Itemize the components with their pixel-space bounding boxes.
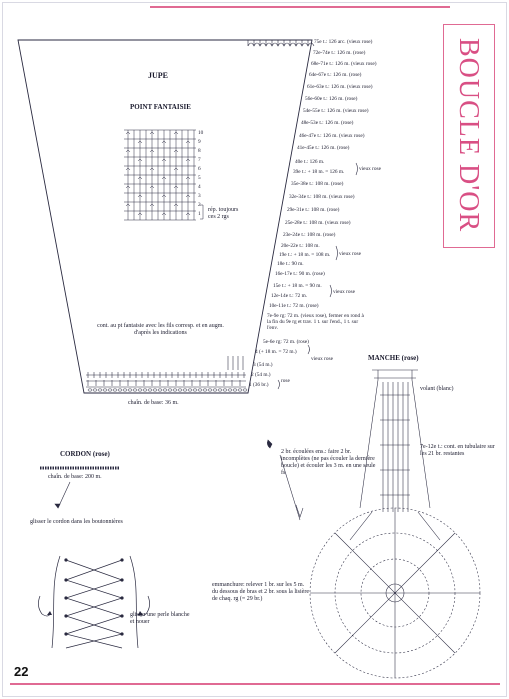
- skirt-title: JUPE: [148, 71, 168, 80]
- stitch-row-number: 10: [198, 130, 204, 136]
- stitch-row-number: 4: [198, 184, 201, 190]
- page-number: 22: [14, 664, 29, 679]
- skirt-side-note: cont. au pt fantaisie avec les fils corresp. et en augm. d'après les indications: [97, 323, 224, 336]
- row-instruction: 18e t.: 90 m.: [277, 261, 304, 267]
- row-instruction: 32e-34e t.: 108 m. (vieux rose): [289, 194, 355, 200]
- row-instruction: 75e t.: 126 arc. (vieux rose): [314, 39, 373, 45]
- sleeve-title: MANCHE (rose): [368, 354, 419, 362]
- row-instruction: 25e-28e t.: 108 m. (vieux rose): [285, 220, 351, 226]
- row-instruction: 41e-45e t.: 126 m. (rose): [297, 145, 350, 151]
- row-instruction: 10e-11e t.: 72 m. (rose): [269, 303, 319, 309]
- stitch-pattern-title: POINT FANTAISIE: [130, 103, 191, 111]
- row-instruction: 61e-63e t.: 126 m. (vieux rose): [307, 84, 373, 90]
- page-title: BOUCLE D'OR: [453, 37, 484, 233]
- stitch-row-numbers: [198, 129, 203, 219]
- row-instruction: 40e t.: 126 m.: [295, 159, 325, 165]
- bracket-label: vieux rose: [333, 289, 355, 295]
- stitch-pattern-chart: [124, 130, 203, 220]
- bracket-label: vieux rose: [311, 356, 333, 362]
- stitch-row-number: 9: [198, 139, 201, 145]
- row-instruction: 15e t.: + 18 m. = 90 m.: [273, 283, 322, 289]
- row-instruction: 54e-55e t.: 126 m. (vieux rose): [303, 108, 369, 114]
- row-instruction: 19e t.: + 18 m. = 108 m.: [279, 252, 331, 258]
- rounds-note: 7e-12e t.: cont. en tubulaire sur les 21 br. restantes: [420, 444, 495, 457]
- row-instruction: 48e-53e t.: 126 m. (rose): [301, 120, 354, 126]
- row-instruction: 12e-14e t.: 72 m.: [271, 293, 308, 299]
- cord-base-chain: chaîn. de base: 200 m.: [48, 474, 102, 480]
- row-instruction: 5e-6e rg: 72 m. (rose): [263, 339, 309, 345]
- ruffle-label: volant (blanc): [420, 386, 454, 392]
- lacing-diagram: [38, 556, 149, 648]
- bracket-label: vieux rose: [359, 166, 381, 172]
- row-instruction: 3 (54 m.): [253, 362, 273, 368]
- row-instruction: 1 (36 br.): [249, 382, 269, 388]
- row-instruction: 68e-71e t.: 126 m. (vieux rose): [311, 61, 377, 67]
- cord-instruction: glisser le cordon dans les boutonnières: [30, 519, 123, 525]
- row-instruction: 35e-38e t.: 108 m. (rose): [291, 181, 344, 187]
- row-instruction: 56e-60e t.: 126 m. (rose): [305, 96, 358, 102]
- stitch-row-number: 1: [198, 211, 201, 217]
- sleeve-diagram: [267, 370, 480, 678]
- row-instruction: 7e-9e rg: 72 m. (vieux rose), fermer en rond à la fin du 9e rg et trav. 1 t. sur l'end., 1 t. sur l'env.: [267, 313, 364, 331]
- pearl-note: glisser une perle blanche et nouer: [130, 612, 190, 625]
- stitch-row-number: 8: [198, 148, 201, 154]
- row-instruction: 4 (+ 18 m. = 72 m.): [255, 349, 297, 355]
- row-instruction: 72e-74e t.: 126 m. (rose): [313, 50, 366, 56]
- bracket-label: rose: [281, 378, 290, 384]
- skirt-bottom-stitches: [86, 356, 246, 387]
- stitch-row-number: 2: [198, 202, 201, 208]
- stitch-row-number: 5: [198, 175, 201, 181]
- row-instruction: 23e-24e t.: 108 m. (rose): [283, 232, 336, 238]
- stitch-row-number: 6: [198, 166, 201, 172]
- row-instruction: 20e-22e t.: 108 m.: [281, 243, 320, 249]
- repeat-note: rép. toujours ces 2 rgs: [208, 207, 239, 220]
- armhole-note: emmanchure: relever 1 br. sur les 5 m. du dessous de bras et 2 br. sous la lisière de chaq. rg (= 29 br.): [212, 582, 309, 602]
- skirt-top-stitches: [248, 40, 314, 46]
- bracket-label: vieux rose: [339, 251, 361, 257]
- row-instruction: 16e-17e t.: 90 m. (rose): [275, 271, 325, 277]
- stitch-row-number: 3: [198, 193, 201, 199]
- row-instruction: 64e-67e t.: 126 m. (rose): [309, 72, 362, 78]
- cluster-note: 2 br. écoulées ens.: faire 2 br. incomplètes (ne pas écouler la dernière boucle) et écouler les 3 m. en une seule fs: [281, 449, 376, 476]
- skirt-base-chain-label: chaîn. de base: 36 m.: [128, 400, 179, 406]
- row-instruction: 46e-47e t.: 126 m. (vieux rose): [299, 133, 365, 139]
- skirt-base-chain: [88, 389, 247, 391]
- cord-title: CORDON (rose): [60, 450, 110, 458]
- bottom-rule: [10, 683, 500, 685]
- stitch-row-number: 7: [198, 157, 201, 163]
- row-instruction: 29e-31e t.: 108 m. (rose): [287, 207, 340, 213]
- row-instruction: 39e t.: + 18 m. = 126 m.: [293, 169, 345, 175]
- row-instruction: 2 (54 m.): [251, 372, 271, 378]
